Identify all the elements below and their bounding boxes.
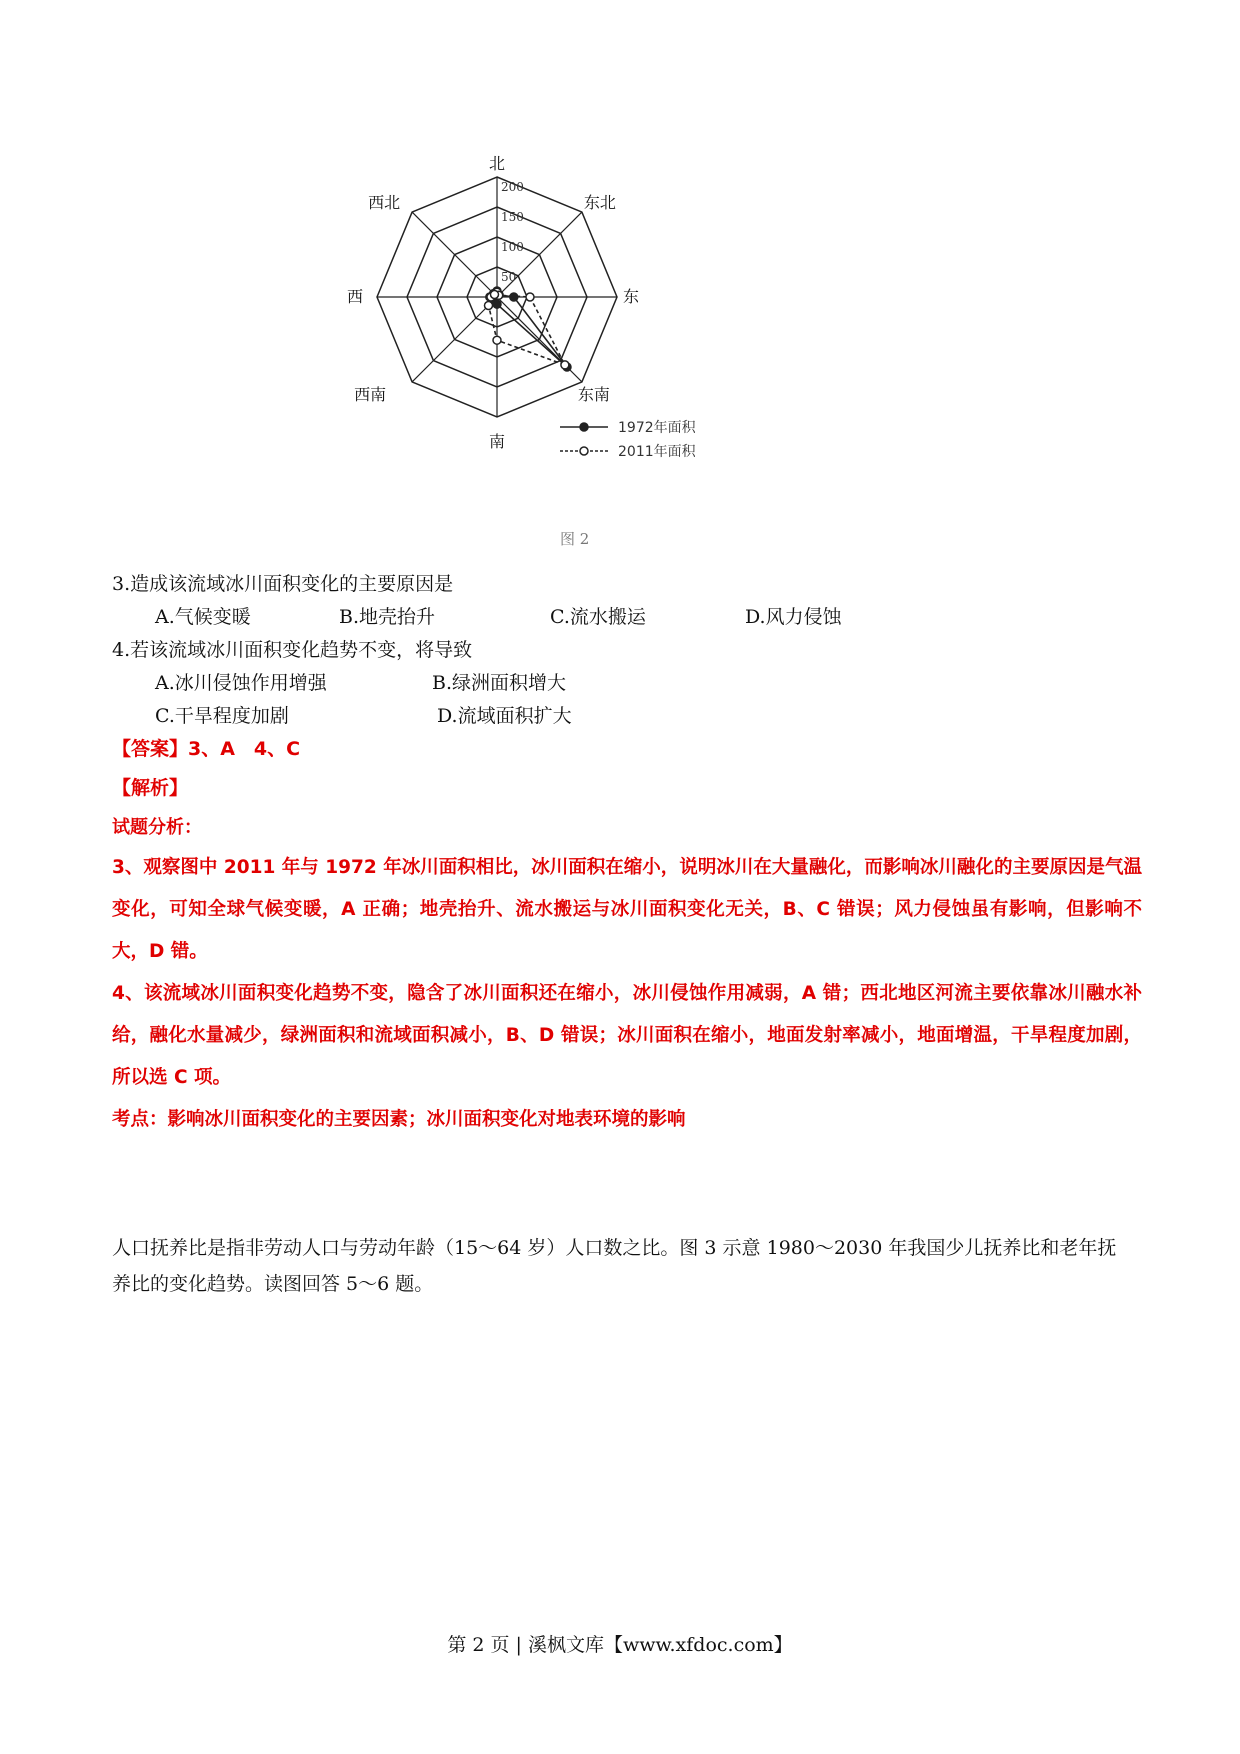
radar-direction-1: 东北 xyxy=(583,193,616,213)
legend-marker-1 xyxy=(580,447,588,455)
q3-option-c: C.流水搬运 xyxy=(550,606,646,628)
analysis-label: 【解析】 xyxy=(112,777,189,799)
q3-option-a: A.气候变暖 xyxy=(155,606,251,628)
series-1-point-5 xyxy=(485,302,493,310)
radar-tick-100: 100 xyxy=(501,240,524,254)
population-question-intro: 人口抚养比是指非劳动人口与劳动年龄（15～64 岁）人口数之比。图 3 示意 1980～2030 年我国少儿抚养比和老年抚养比的变化趋势。读图回答 5～6 题。 xyxy=(112,1237,1117,1295)
radar-direction-5: 西南 xyxy=(354,384,387,404)
figure-caption: 图 2 xyxy=(560,530,590,548)
q4-option-c: C.干旱程度加剧 xyxy=(155,705,289,727)
legend-label-0: 1972年面积 xyxy=(618,420,696,436)
legend-label-1: 2011年面积 xyxy=(618,444,696,460)
glacier-radar-figure xyxy=(347,154,840,555)
q4-option-b: B.绿洲面积增大 xyxy=(432,672,567,694)
series-1-point-4 xyxy=(493,336,501,344)
question-block xyxy=(112,568,1132,733)
radar-direction-6: 西 xyxy=(347,287,364,306)
q4-option-d: D.流域面积扩大 xyxy=(437,705,572,727)
radar-direction-2: 东 xyxy=(623,287,640,306)
radar-direction-0: 北 xyxy=(489,154,506,173)
legend-marker-0 xyxy=(580,423,588,431)
radar-tick-50: 50 xyxy=(501,270,517,284)
analysis-paragraph-4: 4、该流域冰川面积变化趋势不变，隐含了冰川面积还在缩小，冰川侵蚀作用减弱，A 错；西北地区河流主要依靠冰川融水补给，融化水量减少，绿洲面积和流域面积减小，B、D 错误；冰川面积在缩小，地面发射率减小，地面增温，干旱程度加剧，所以选 C 项。 xyxy=(112,983,1142,1088)
q3-option-b: B.地壳抬升 xyxy=(339,606,436,628)
page-footer: 第 2 页 | 溪枫文库【www.xfdoc.com】 xyxy=(447,1634,793,1656)
question-4-options-row1 xyxy=(112,667,1132,700)
radar-direction-7: 西北 xyxy=(368,193,401,213)
answer-label: 【答案】3、A 4、C xyxy=(112,738,301,760)
analysis-paragraph-3: 3、观察图中 2011 年与 1972 年冰川面积相比，冰川面积在缩小，说明冰川在大量融化，而影响冰川融化的主要原因是气温变化，可知全球气候变暖，A 正确；地壳抬升、流水搬运与冰川面积变化无关，B、C 错误；风力侵蚀虽有影响，但影响不大，D 错。 xyxy=(112,857,1142,962)
q3-option-d: D.风力侵蚀 xyxy=(745,606,842,628)
question-4-stem: 4.若该流域冰川面积变化趋势不变，将导致 xyxy=(112,639,473,661)
series-1-point-3 xyxy=(561,361,569,369)
analysis-sublabel: 试题分析： xyxy=(112,817,202,838)
question-3-stem: 3.造成该流域冰川面积变化的主要原因是 xyxy=(112,573,454,595)
question-4-options-row2 xyxy=(112,700,1132,733)
series-1-point-7 xyxy=(491,291,499,299)
answer-analysis-block xyxy=(112,730,1142,1141)
q4-option-a: A.冰川侵蚀作用增强 xyxy=(155,672,327,694)
radar-tick-200: 200 xyxy=(501,180,524,194)
radar-chart xyxy=(347,154,840,555)
series-1-point-2 xyxy=(526,293,534,301)
radar-direction-4: 南 xyxy=(489,432,506,451)
question-3-options xyxy=(112,601,1132,634)
radar-tick-150: 150 xyxy=(501,210,524,224)
radar-direction-3: 东南 xyxy=(577,384,610,404)
analysis-key-points: 考点：影响冰川面积变化的主要因素；冰川面积变化对地表环境的影响 xyxy=(112,1109,686,1130)
